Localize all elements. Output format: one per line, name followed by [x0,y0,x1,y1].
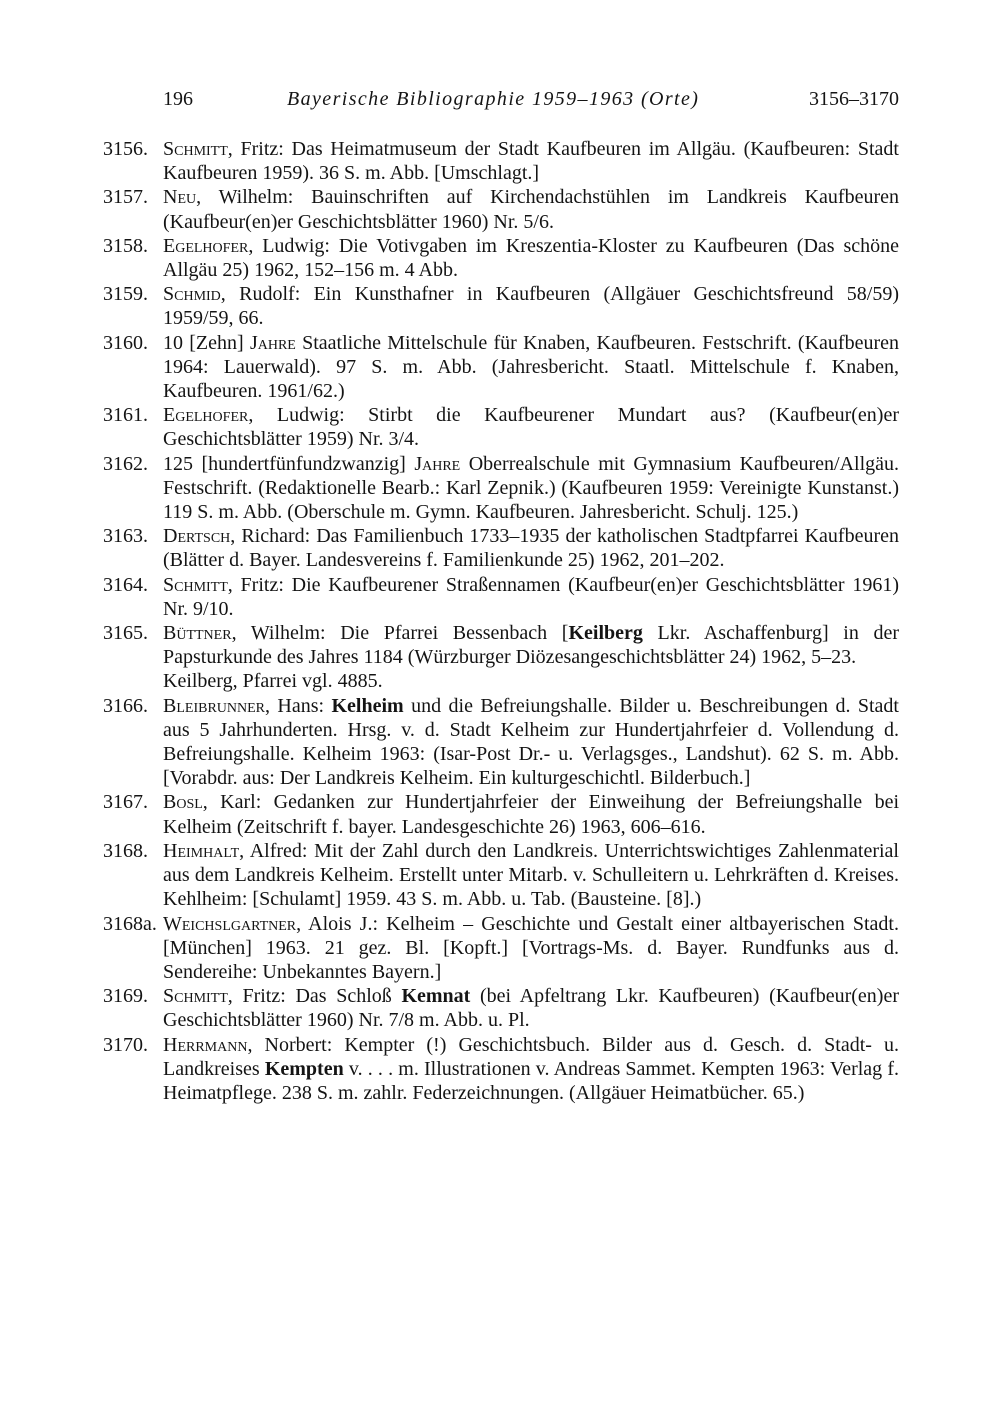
entry-author: Bleibrunner [163,694,266,717]
entry-body-continued: v. . . . m. Illustrationen v. Andreas Sammet. Kempten 1963: Verlag f. Heimatpflege. 238 S. m. zahlr. Federzeichnungen. (Allgäuer Heimatbücher. 65.) [163,1057,899,1104]
entry-author: Dertsch [163,525,231,548]
entry-body: , Rudolf: Ein Kunsthafner in Kaufbeuren (Allgäuer Geschichtsfreund 58/59) 1959/59, 66. [163,283,899,330]
entry-author: Bosl [163,791,203,814]
entry-number: 3158. [103,234,148,257]
entry-author: Schmid [163,283,221,306]
entry-author: Jahre [414,452,461,475]
entry-body: , Karl: Gedanken zur Hundertjahrfeier der Einweihung der Befreiungshalle bei Kelheim (Zeitschrift f. bayer. Landesgeschichte 26) 1963, 606–616. [163,791,899,838]
entry-prefix: 125 [hundertfünfundzwanzig] [163,452,415,475]
entry-body: , Hans: [265,694,332,717]
entry-author: Schmitt [163,138,228,160]
entry-number: 3166. [103,694,148,717]
entry-author: Heimhalt [163,839,240,862]
bibliography-entry [103,185,899,233]
entry-body: , Fritz: Das Schloß [227,985,402,1008]
entry-body: Oberrealschule mit Gymnasium Kaufbeuren/Allgäu. Festschrift. (Redaktionelle Bearb.: Karl Zepnik.) (Kaufbeuren 1959: Vereinigte Kunstanst.) 119 S. m. Abb. (Oberschule m. Gymn. Kaufbeuren. Jahresbericht. Schulj. 125.) [163,452,900,524]
entry-author: Büttner [163,622,232,645]
entry-number: 3168. [103,839,148,862]
entry-body: , Wilhelm: Die Pfarrei Bessenbach [ [231,622,569,645]
bibliography-entry [103,137,899,185]
entry-body-continued: Lkr. Aschaffenburg] in der Papsturkunde des Jahres 1184 (Würzburger Diözesangeschichtsblätter 24) 1962, 5–23. [163,622,899,669]
entry-number: 3169. [103,985,148,1008]
entry-author: Schmitt [163,985,228,1008]
entry-number: 3156. [103,138,148,160]
entry-prefix: 10 [Zehn] [163,331,250,354]
cross-reference: Keilberg, Pfarrei vgl. 4885. [163,670,383,693]
bibliography-entry [103,573,899,621]
bibliography-entry [103,621,899,694]
entry-text [163,282,899,330]
entry-text [163,234,899,282]
entry-text [163,403,899,451]
entry-number: 3168a. [103,912,157,935]
entry-body-continued: (bei Apfeltrang Lkr. Kaufbeuren) (Kaufbeur(en)er Geschichtsblätter 1960) Nr. 7/8 m. Abb. u. Pl. [163,985,899,1032]
entry-text [163,573,899,621]
entry-body: , Norbert: Kempter (!) Geschichtsbuch. Bilder aus d. Gesch. d. Stadt- u. Landkreises [163,1033,899,1080]
bibliography-entry [103,282,899,330]
bibliography-entry [103,403,899,451]
bibliography-entry [103,984,899,1032]
entry-author: Schmitt [163,573,228,596]
entry-number: 3167. [103,791,148,814]
entry-text [163,790,899,838]
bibliography-entry [103,912,899,985]
place-name: Kemnat [401,985,471,1008]
entry-body: , Wilhelm: Bauinschriften auf Kirchendachstühlen im Landkreis Kaufbeuren (Kaufbeur(en)er Geschichtsblätter 1960) Nr. 5/6. [163,186,899,233]
bibliography-entry [103,694,899,791]
entry-number: 3161. [103,404,148,427]
bibliography-entry [103,234,899,282]
page-number: 196 [163,88,193,110]
entry-author: Herrmann [163,1033,248,1056]
entry-text [163,984,899,1032]
entry-number: 3157. [103,186,148,209]
entry-author: Jahre [249,331,296,354]
entry-body-continued: und die Befreiungshalle. Bilder u. Beschreibungen d. Stadt aus 5 Jahrhunderten. Hrsg. v. d. Stadt Kelheim zur Hundertjahrfeier d. Vollendung d. Befreiungshalle. Kelheim 1963: (Isar-Post Dr.- u. Verlagsges., Landshut). 62 S. m. Abb. [Vorabdr. aus: Der Landkreis Kelheim. Ein kulturgeschichtl. Bilderbuch.] [163,694,899,790]
bibliography-entry [103,452,899,525]
bibliography-entry [103,524,899,572]
bibliography-entry [103,790,899,838]
entry-text [163,331,899,404]
entry-range: 3156–3170 [809,88,899,110]
entry-body: , Ludwig: Die Votivgaben im Kreszentia-Kloster zu Kaufbeuren (Das schöne Allgäu 25) 1962, 152–156 m. 4 Abb. [163,234,899,282]
entry-body: , Fritz: Die Kaufbeurener Straßennamen (Kaufbeur(en)er Geschichtsblätter 1961) Nr. 9/10. [163,573,899,620]
entry-body: , Alois J.: Kelheim – Geschichte und Gestalt einer altbayerischen Stadt. [München] 1963. 21 gez. Bl. [Kopft.] [Vortrags-Ms. d. Bayer. Rundfunks aus d. Sendereihe: Unbekanntes Bayern.] [163,912,899,983]
entry-author: Egelhofer [163,404,249,427]
entry-text [163,185,899,233]
entry-body: , Alfred: Mit der Zahl durch den Landkreis. Unterrichtswichtiges Zahlenmaterial aus dem Landkreis Kelheim. Erstellt unter Mitarb. v. Schulleitern u. Lehrkräften d. Kreises. Kehlheim: [Schulamt] 1959. 43 S. m. Abb. u. Tab. (Bausteine. [8].) [163,839,899,911]
place-name: Keilberg [568,622,643,645]
entry-author: Weichslgartner [163,912,297,935]
entry-body: , Fritz: Das Heimatmuseum der Stadt Kaufbeuren im Allgäu. (Kaufbeuren: Stadt Kaufbeuren 1959). 36 S. m. Abb. [Umschlagt.] [163,138,899,185]
entry-body: Staatliche Mittelschule für Knaben, Kaufbeuren. Festschrift. (Kaufbeuren 1964: Lauerwald). 97 S. m. Abb. (Jahresbericht. Staatl. Mittelschule f. Knaben, Kaufbeuren. 1961/62.) [163,331,899,403]
entry-text [163,694,899,791]
entry-number: 3165. [103,622,148,645]
bibliography-entry [103,331,899,404]
entry-number: 3163. [103,525,148,548]
entry-number: 3160. [103,331,148,354]
entry-number: 3170. [103,1033,148,1056]
entry-author: Egelhofer [163,234,249,257]
bibliography-entries [103,137,899,1105]
entry-number: 3164. [103,573,148,596]
entry-number: 3162. [103,452,148,475]
entry-text [163,912,899,985]
place-name: Kelheim [331,694,404,717]
entry-text [163,839,899,912]
bibliography-entry [103,839,899,912]
running-title: Bayerische Bibliographie 1959–1963 (Orte) [287,88,700,110]
entry-text [163,1033,899,1106]
entry-text [163,452,899,525]
entry-body: , Richard: Das Familienbuch 1733–1935 der katholischen Stadtpfarrei Kaufbeuren (Blätter d. Bayer. Landesvereins f. Familienkunde 25) 1962, 201–202. [163,525,899,572]
entry-author: Neu [163,186,197,209]
entry-body: , Ludwig: Stirbt die Kaufbeurener Mundart aus? (Kaufbeur(en)er Geschichtsblätter 1959) Nr. 3/4. [163,404,899,451]
place-name: Kempten [264,1057,344,1080]
entry-text [163,137,899,185]
entry-number: 3159. [103,283,148,306]
running-head [163,88,899,118]
bibliography-entry [103,1033,899,1106]
entry-text [163,621,899,694]
entry-text [163,524,899,572]
